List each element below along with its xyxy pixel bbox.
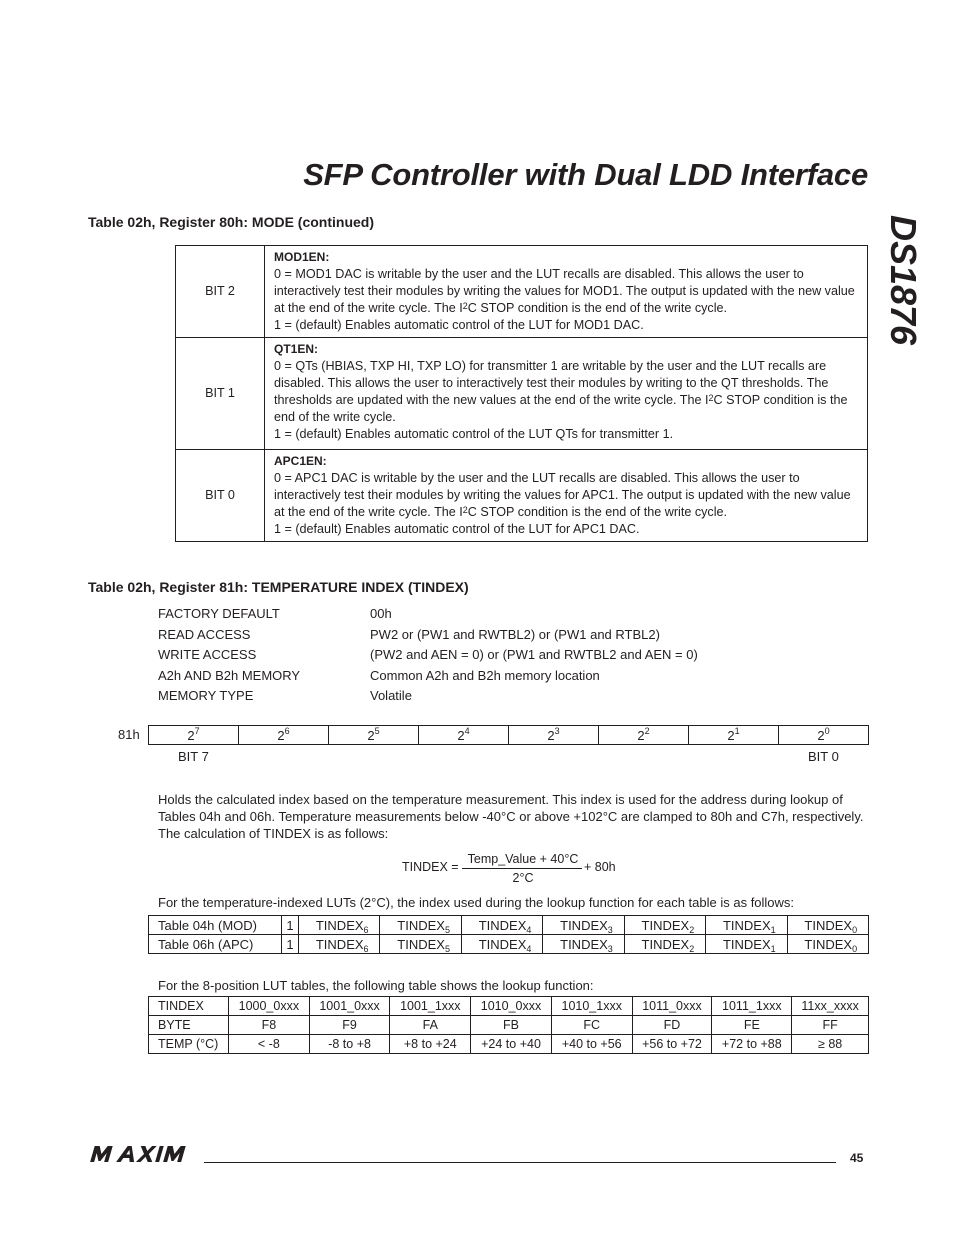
table-cell: +40 to +56 [551,1035,632,1054]
property-value: (PW2 and AEN = 0) or (PW1 and RWTBL2 and AEN = 0) [370,647,698,662]
table-cell: FE [712,1016,792,1035]
table-cell: +24 to +40 [471,1035,552,1054]
table-cell: $TINDEX_4$ [461,916,542,935]
map-intro: For the 8-position LUT tables, the following table shows the lookup function: [158,978,594,993]
table-cell: $TINDEX_3$ [543,935,624,954]
table-cell: -8 to +8 [309,1035,390,1054]
bit-low-label: BIT 0 [808,749,839,764]
bit-weight-table [148,725,869,745]
table-cell: $TINDEX_2$ [624,935,705,954]
table-cell: 1001_0xxx [309,997,390,1016]
table-cell: $TINDEX_3$ [543,916,624,935]
page-number: 45 [850,1151,864,1165]
bit-description [265,450,868,542]
table-cell: $TINDEX_5$ [380,935,461,954]
table-cell: $TINDEX_0$ [787,916,868,935]
table-cell: FC [551,1016,632,1035]
description-text: 0 = MOD1 DAC is writable by the user and the LUT recalls are disabled. This allows the user to interactively test their modules by writing the values for MOD1. The output is updated with the new value at the end of the write cycle. The $I^2C$ STOP condition is the end of the write cycle. [274,267,855,315]
part-number: DS1876 [883,214,924,346]
property-key: FACTORY DEFAULT [158,606,280,621]
field-name: MOD1EN: [274,250,330,264]
formula-lhs: TINDEX = [402,860,459,874]
default-text: 1 = (default) Enables automatic control of the LUT for APC1 DAC. [274,522,640,536]
table-row [149,997,869,1016]
table-row [149,1016,869,1035]
bit-label: BIT 2 [176,246,265,338]
table-cell: FF [792,1016,869,1035]
maxim-logo [89,1145,201,1163]
property-key: MEMORY TYPE [158,688,254,703]
property-value: PW2 or (PW1 and RWTBL2) or (PW1 and RTBL2) [370,626,660,642]
tindex-heading: Table 02h, Register 81h: TEMPERATURE INDEX (TINDEX) [88,579,469,595]
formula-suffix: + 80h [584,860,616,874]
lut-index-table [148,915,869,954]
table-row [149,916,869,935]
table-cell: $TINDEX_1$ [706,935,787,954]
tindex-description: Holds the calculated index based on the temperature measurement. This index is used for the address during lookup of Tables 04h and 06h. Temperature measurements below -40°C or above +102°C are clamped to 80h and C7h, respectively. The calculation of TINDEX is as follows: [158,792,864,841]
bit-label: BIT 1 [176,338,265,450]
lut-intro: For the temperature-indexed LUTs (2°C), the index used during the lookup function for each table is as follows: [158,895,795,910]
table-cell: 1010_0xxx [471,997,552,1016]
mode-register-table [175,245,868,542]
table-cell: FA [390,1016,471,1035]
table-cell: $TINDEX_1$ [706,916,787,935]
table-cell: FB [471,1016,552,1035]
table-cell: $TINDEX_5$ [380,916,461,935]
lut-position-table [148,996,869,1054]
table-cell: < -8 [229,1035,310,1054]
bit-weight: $2^3$ [509,726,599,745]
description-text: 0 = APC1 DAC is writable by the user and the LUT recalls are disabled. This allows the user to interactively test their modules by writing the values for APC1. The output is updated with the new value at the end of the write cycle. The $I^2C$ STOP condition is the end of the write cycle. [274,471,851,519]
table-cell: 11xx_xxxx [792,997,869,1016]
property-key: A2h AND B2h MEMORY [158,667,301,683]
bit-weight: $2^5$ [329,726,419,745]
table-row [176,338,868,450]
bit-weight: $2^1$ [689,726,779,745]
table-cell: $TINDEX_4$ [461,935,542,954]
table-cell: $TINDEX_6$ [299,935,380,954]
formula-numerator: Temp_Value + 40°C [467,852,579,866]
table-cell: +8 to +24 [390,1035,471,1054]
field-name: APC1EN: [274,454,327,468]
fraction-bar [462,868,582,869]
description-text: 0 = QTs (HBIAS, TXP HI, TXP LO) for transmitter 1 are writable by the user and the LUT recalls are disabled. This allows the user to interactively test their modules by writing to the QT thresholds. The thresholds are updated with the new values at the end of the write cycle. The $I^2C$ STOP condition is the end of the write cycle. [274,359,848,424]
default-text: 1 = (default) Enables automatic control of the LUT QTs for transmitter 1. [274,427,674,441]
document-title: SFP Controller with Dual LDD Interface [303,157,868,192]
default-text: 1 = (default) Enables automatic control of the LUT for MOD1 DAC. [274,318,644,332]
table-cell: FD [632,1016,712,1035]
bit-description [265,246,868,338]
bit-weight: $2^6$ [239,726,329,745]
table-cell: $TINDEX_0$ [787,935,868,954]
table-cell: 1000_0xxx [229,997,310,1016]
row-header: TEMP (°C) [149,1035,229,1054]
bit-label: BIT 0 [176,450,265,542]
table-cell: 1011_0xxx [632,997,712,1016]
mode-table-heading: Table 02h, Register 80h: MODE (continued) [88,214,375,230]
row-header: BYTE [149,1016,229,1035]
bit-description [265,338,868,450]
footer-rule [204,1162,836,1163]
bit-weight: $2^0$ [779,726,869,745]
property-value: 00h [370,606,392,621]
property-key: WRITE ACCESS [158,647,257,662]
formula-denominator: 2°C [512,871,534,885]
property-key: READ ACCESS [158,626,251,642]
table-cell: 1001_1xxx [390,997,471,1016]
part-number-sidebar [873,200,933,360]
table-cell: F8 [229,1016,310,1035]
property-value: Volatile [370,688,412,703]
bit-weight: $2^4$ [419,726,509,745]
table-cell: +72 to +88 [712,1035,792,1054]
table-row [149,935,869,954]
table-row [176,450,868,542]
table-cell: 1 [282,916,299,935]
row-header: TINDEX [149,997,229,1016]
table-cell: ≥ 88 [792,1035,869,1054]
table-cell: 1010_1xxx [551,997,632,1016]
table-cell: +56 to +72 [632,1035,712,1054]
bit-weight: $2^2$ [599,726,689,745]
register-address: 81h [118,727,140,742]
table-cell: 1011_1xxx [712,997,792,1016]
table-cell: $TINDEX_6$ [299,916,380,935]
table-name: Table 04h (MOD) [149,916,282,935]
table-row [176,246,868,338]
table-cell: F9 [309,1016,390,1035]
table-row [149,726,869,745]
table-cell: 1 [282,935,299,954]
property-value: Common A2h and B2h memory location [370,667,600,683]
field-name: QT1EN: [274,342,319,356]
tindex-formula [402,849,622,889]
table-cell: $TINDEX_2$ [624,916,705,935]
table-row [149,1035,869,1054]
table-name: Table 06h (APC) [149,935,282,954]
bit-weight: $2^7$ [149,726,239,745]
bit-high-label: BIT 7 [178,749,209,764]
